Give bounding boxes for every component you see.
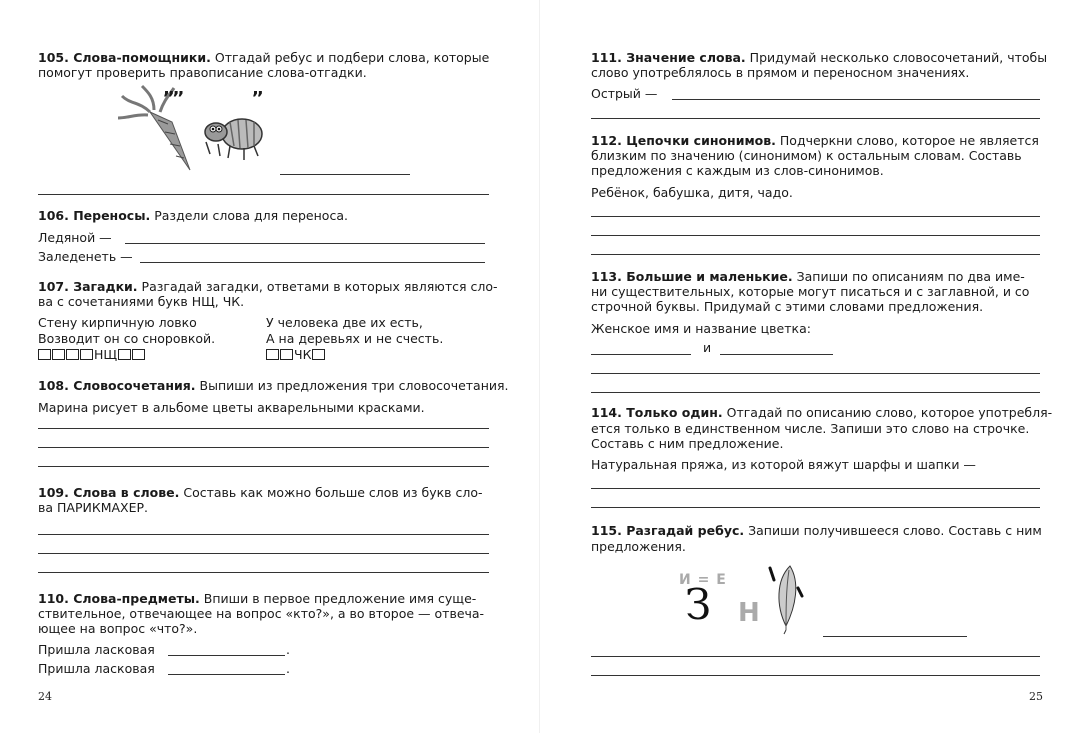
rebus-commas-1: ’’’’ <box>163 88 183 109</box>
ex107-line2: ва с сочетаниями букв НЩ, ЧК. <box>38 294 245 309</box>
feather-icon <box>770 566 802 634</box>
ex105-answer-line[interactable] <box>280 174 410 175</box>
ex109-line[interactable] <box>38 572 489 573</box>
rebus-rule: И = Е <box>679 572 727 588</box>
letter-box[interactable] <box>80 349 93 360</box>
rebus-big-letter: З <box>685 580 712 629</box>
ex107-line1: 107. Загадки. Разгадай загадки, ответами в которых являются сло- <box>38 279 498 294</box>
ex108-line1: 108. Словосочетания. Выпиши из предложения три словосочетания. <box>38 378 509 393</box>
ex112-line[interactable] <box>591 254 1040 255</box>
letter-box[interactable] <box>266 349 279 360</box>
rebus-carrot-beetle <box>110 82 270 177</box>
ex112-line3: предложения с каждым из слов-синонимов. <box>591 163 884 178</box>
ex113-and: и <box>703 340 712 355</box>
riddle2-line2: А на деревьях и не счесть. <box>266 331 444 346</box>
ex112-line2: близким по значению (синонимом) к остальным словам. Составь <box>591 148 1022 163</box>
ex113-answer2[interactable] <box>720 354 833 355</box>
ex111-line[interactable] <box>591 118 1040 119</box>
riddle1-boxes <box>38 347 146 363</box>
ex109-line[interactable] <box>38 553 489 554</box>
ex113-answer1[interactable] <box>591 354 691 355</box>
riddle1-code: НЩ <box>94 347 118 362</box>
ex108-line[interactable] <box>38 466 489 467</box>
letter-box[interactable] <box>118 349 131 360</box>
letter-box[interactable] <box>38 349 51 360</box>
ex109-line1: 109. Слова в слове. Составь как можно больше слов из букв сло- <box>38 485 483 500</box>
ex110-answer2[interactable] <box>168 674 285 675</box>
ex114-riddle: Натуральная пряжа, из которой вяжут шарфы и шапки — <box>591 457 976 472</box>
ex110-answer1[interactable] <box>168 655 285 656</box>
ex111-line1: 111. Значение слова. Придумай несколько словосочетаний, чтобы <box>591 50 1048 65</box>
ex109-line[interactable] <box>38 534 489 535</box>
ex111-line2: слово употреблялось в прямом и переносном значениях. <box>591 65 970 80</box>
ex111-answer[interactable] <box>672 99 1040 100</box>
ex108-line[interactable] <box>38 428 489 429</box>
riddle2-line1: У человека две их есть, <box>266 315 423 330</box>
ex106-line1-answer[interactable] <box>125 243 485 244</box>
riddle1-line1: Стену кирпичную ловко <box>38 315 197 330</box>
rebus-feather <box>762 560 812 635</box>
ex106-line2-answer[interactable] <box>140 262 485 263</box>
ex110-line2: ствительное, отвечающее на вопрос «кто?», а во второе — отвеча- <box>38 606 485 621</box>
ex114-line2: ется только в единственном числе. Запиши это слово на строчке. <box>591 421 1030 436</box>
ex115-line1: 115. Разгадай ребус. Запиши получившееся слово. Составь с ним <box>591 523 1042 538</box>
letter-box[interactable] <box>312 349 325 360</box>
ex114-line3: Составь с ним предложение. <box>591 436 784 451</box>
ex113-line3: строчной буквы. Придумай с этими словами предложения. <box>591 299 984 314</box>
ex115-line[interactable] <box>591 675 1040 676</box>
ex106-word2: Заледенеть — <box>38 249 133 264</box>
ex110-line1: 110. Слова-предметы. Впиши в первое предложение имя суще- <box>38 591 477 606</box>
ex115-answer[interactable] <box>823 636 967 637</box>
beetle-icon <box>205 119 262 160</box>
ex113-line[interactable] <box>591 392 1040 393</box>
ex110-line3: ющее на вопрос «что?». <box>38 621 198 636</box>
ex112-line[interactable] <box>591 216 1040 217</box>
rebus-commas-2: ’’ <box>252 88 262 109</box>
ex115-line[interactable] <box>591 656 1040 657</box>
right-page <box>540 0 1080 733</box>
ex105-line[interactable] <box>38 194 489 195</box>
riddle2-code: ЧК <box>294 347 312 362</box>
ex108-line[interactable] <box>38 447 489 448</box>
ex113-line1: 113. Большие и маленькие. Запиши по описаниям по два име- <box>591 269 1025 284</box>
ex105-line1: 105. Слова-помощники. Отгадай ребус и подбери слова, которые <box>38 50 490 65</box>
ex114-line1: 114. Только один. Отгадай по описанию слово, которое употребля- <box>591 405 1053 420</box>
ex115-line2: предложения. <box>591 539 686 554</box>
ex110-sentence1: Пришла ласковая <box>38 642 155 657</box>
ex109-line2: ва ПАРИКМАХЕР. <box>38 500 149 515</box>
ex113-line2: ни существительных, которые могут писаться и с заглавной, и со <box>591 284 1030 299</box>
ex113-prompt: Женское имя и название цветка: <box>591 321 811 336</box>
ex106-line1: 106. Переносы. Раздели слова для переноса. <box>38 208 348 223</box>
rebus-letter-h: Н <box>738 598 760 628</box>
letter-box[interactable] <box>52 349 65 360</box>
ex106-word1: Ледяной — <box>38 230 112 245</box>
ex111-word: Острый — <box>591 86 658 101</box>
page-number: 24 <box>38 690 52 703</box>
ex110-sentence2: Пришла ласковая <box>38 661 155 676</box>
ex114-line[interactable] <box>591 507 1040 508</box>
ex114-line[interactable] <box>591 488 1040 489</box>
ex105-line2: помогут проверить правописание слова-отгадки. <box>38 65 367 80</box>
riddle1-line2: Возводит он со сноровкой. <box>38 331 216 346</box>
ex112-line[interactable] <box>591 235 1040 236</box>
ex112-words: Ребёнок, бабушка, дитя, чадо. <box>591 185 793 200</box>
letter-box[interactable] <box>132 349 145 360</box>
ex112-line1: 112. Цепочки синонимов. Подчеркни слово, которое не является <box>591 133 1039 148</box>
page-number: 25 <box>1029 690 1043 703</box>
ex108-sentence: Марина рисует в альбоме цветы акварельными красками. <box>38 400 425 415</box>
letter-box[interactable] <box>280 349 293 360</box>
period: . <box>286 642 290 657</box>
letter-box[interactable] <box>66 349 79 360</box>
period: . <box>286 661 290 676</box>
riddle2-boxes <box>266 347 326 363</box>
ex113-line[interactable] <box>591 373 1040 374</box>
